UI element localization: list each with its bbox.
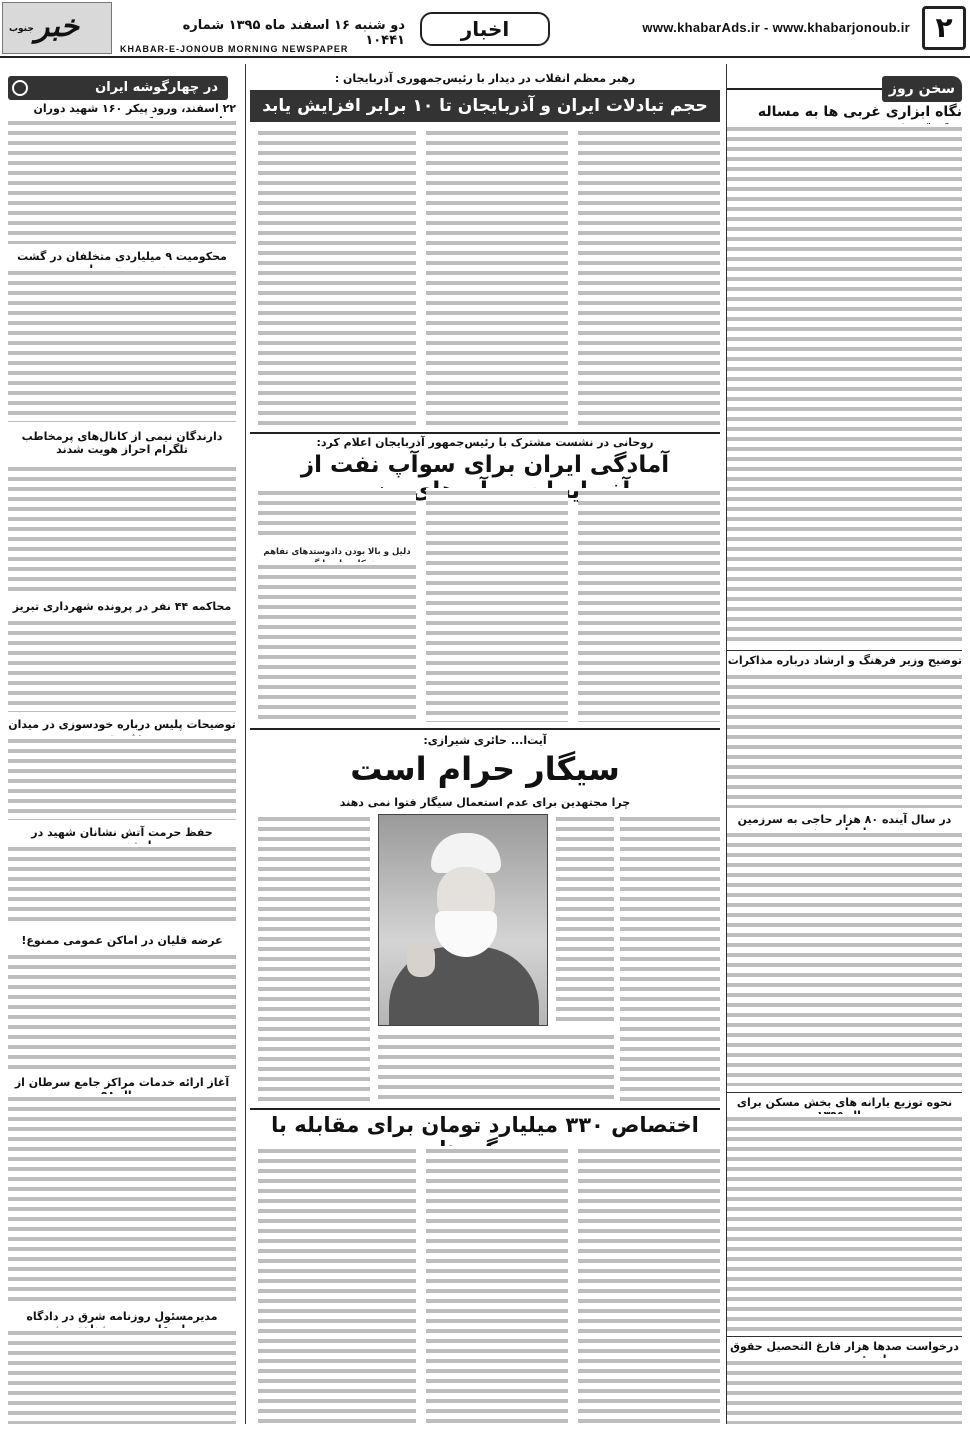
- story1-col-1: [578, 128, 720, 428]
- police-headline: توضیحات پلیس درباره خودسوزی در میدان: [8, 718, 236, 731]
- penalty-headline: محکومیت ۹ میلیاردی متخلفان در گشت: [17, 250, 227, 263]
- editorial-body: [727, 124, 962, 644]
- page-number: ۲: [922, 6, 966, 50]
- story3-col-under-photo: [378, 1032, 614, 1104]
- story2-headline: آمادگی ایران برای سوآپ نفت از: [300, 452, 670, 478]
- divider: [727, 1336, 962, 1337]
- site-links[interactable]: www.khabarAds.ir - www.khabarjonoub.ir: [642, 20, 910, 35]
- hajj-body: [727, 672, 962, 808]
- divider: [250, 432, 720, 434]
- globe-icon: [12, 80, 28, 96]
- shargh-body: [8, 1328, 236, 1424]
- story3-kicker: آیت‌ا... حائری شیرازی:: [423, 734, 547, 747]
- divider: [727, 88, 882, 90]
- story2-col-1: [578, 488, 720, 722]
- story3-col-4: [258, 814, 370, 1104]
- story2-kicker: روحانی در نشست مشترک با رئیس‌جمهور آذربایجان اعلام کرد:: [316, 436, 654, 449]
- police-body: [8, 736, 236, 820]
- story2-col-3b: [258, 562, 416, 722]
- divider: [727, 650, 962, 651]
- hajj-headline: توضیح وزیر فرهنگ و ارشاد درباره مذاکرات: [727, 654, 962, 667]
- story3-subheadline: چرا مجتهدین برای عدم استعمال سیگار فتوا نمی دهند: [339, 796, 631, 809]
- hookah-body: [8, 952, 236, 1070]
- column-rule-left: [245, 64, 246, 1424]
- telegram-body: [8, 464, 236, 594]
- divider: [727, 1092, 962, 1093]
- divider: [250, 1108, 720, 1110]
- story1-kicker: رهبر معظم انقلاب در دیدار با رئیس‌جمهوری آذربایجان :: [334, 72, 636, 85]
- story4-headline: اختصاص ۳۳۰ میلیارد تومان برای مقابله با: [271, 1113, 699, 1137]
- story1-col-3: [258, 128, 416, 428]
- tabriz-body: [8, 618, 236, 712]
- editorial-title: نگاه ابزاری غربی ها به مساله: [757, 104, 962, 120]
- hajj-subheadline: در سال آینده ۸۰ هزار حاجی به سرزمین: [737, 813, 952, 826]
- hookah-headline: عرضه قلیان در اماکن عمومی ممنوع!: [21, 934, 223, 947]
- masthead-text: خبر: [34, 9, 80, 44]
- telegram-headline: دارندگان نیمی از کانال‌های پرمخاطب تلگرام احراز هویت شدند: [21, 430, 223, 456]
- story3-headline: سیگار حرام است: [350, 750, 620, 788]
- martyrs-body: [8, 118, 236, 244]
- story4-col-2: [426, 1146, 568, 1424]
- housing-body: [727, 1114, 962, 1332]
- hajj-body-2: [727, 830, 962, 1086]
- cancer-headline: آغاز ارائه خدمات مراکز جامع سرطان از: [14, 1076, 230, 1089]
- story4-col-3: [258, 1146, 416, 1424]
- housing-headline: نحوه توزیع یارانه های بخش مسکن برای: [736, 1096, 953, 1109]
- dateline: دو شنبه ۱۶ اسفند ماه ۱۳۹۵ شماره ۱۰۴۴۱: [182, 18, 405, 48]
- editorial-badge: سخن روز: [882, 76, 962, 102]
- martyrs-headline: ۲۲ اسفند، ورود پیکر ۱۶۰ شهید دوران: [33, 102, 236, 115]
- graduates-body: [727, 1358, 962, 1424]
- regional-news-badge: در چهارگوشه ایران: [8, 76, 228, 100]
- story3-col-2: [556, 814, 614, 1026]
- english-tagline: KHABAR-E-JONOUB MORNING NEWSPAPER: [120, 44, 349, 54]
- editorial-header: [727, 76, 962, 106]
- story1-col-2: [426, 128, 568, 428]
- page-header: [0, 0, 970, 58]
- firefighters-body: [8, 844, 236, 926]
- shargh-headline: مدیرمسئول روزنامه شرق در دادگاه: [26, 1310, 218, 1323]
- tabriz-headline: محاکمه ۴۴ نفر در پرونده شهرداری تبریز: [12, 600, 232, 613]
- masthead-small: جنوب: [9, 24, 34, 34]
- cleric-photo: [378, 814, 548, 1026]
- divider: [250, 728, 720, 730]
- firefighters-headline: حفظ حرمت آتش نشانان شهید در: [31, 826, 213, 839]
- story2-col-2: [426, 488, 568, 722]
- story4-col-1: [578, 1146, 720, 1424]
- graduates-headline: درخواست صدها هزار فارغ التحصیل حقوق: [730, 1340, 959, 1353]
- story3-col-1: [620, 814, 720, 1104]
- story2-col-3a: [258, 488, 416, 540]
- cancer-body: [8, 1094, 236, 1304]
- section-title: اخبار: [420, 12, 550, 46]
- masthead-logo: [2, 2, 112, 54]
- story1-headline: حجم تبادلات ایران و آذربایجان تا ۱۰ برابر افزایش یابد: [250, 90, 720, 122]
- penalty-body: [8, 268, 236, 422]
- story2-inline-head: دلیل و بالا بودن داد‌وستد‌های تفاهم: [263, 547, 411, 557]
